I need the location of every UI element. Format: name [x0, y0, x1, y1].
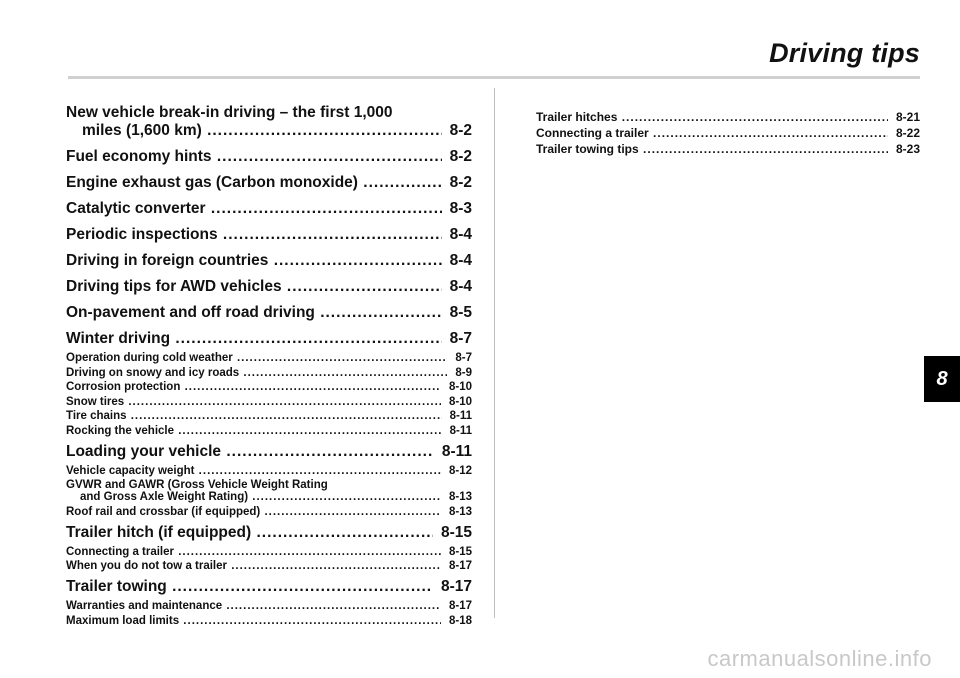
toc-subentry-page: 8-10 [448, 381, 472, 393]
toc-entry-page: 8-2 [449, 174, 472, 191]
toc-subentry-page: 8-9 [455, 366, 472, 379]
toc-entry[interactable] [66, 278, 472, 296]
toc-entry-label: Fuel economy hints ..... [66, 148, 442, 166]
toc-entry[interactable] [66, 200, 472, 218]
watermark: carmanualsonline.info [707, 646, 932, 671]
toc-subentry-label: Vehicle capacity weight ..... [66, 465, 441, 477]
toc-entry-label: Trailer towing ..... [66, 578, 433, 596]
toc-subentry[interactable] [66, 506, 472, 518]
toc-entry-page: 8-4 [449, 226, 472, 243]
toc-subentry-label: When you do not tow a trailer ..... [66, 560, 441, 572]
toc-subentry-label: Roof rail and crossbar (if equipped) ..... [66, 506, 441, 518]
toc-subentry-label: Warranties and maintenance ..... [66, 600, 441, 612]
chapter-number: 8 [936, 367, 948, 390]
toc-subentry[interactable] [66, 465, 472, 477]
toc-subentry-label: Rocking the vehicle ..... [66, 425, 442, 437]
toc-subentry-page: 8-13 [448, 491, 472, 503]
toc-entry-page: 8-17 [440, 578, 472, 595]
toc-subentry[interactable] [66, 381, 472, 393]
toc-entry-label: Winter driving ..... [66, 330, 442, 348]
toc-entry[interactable] [66, 578, 472, 596]
toc-subentry[interactable] [66, 410, 472, 422]
toc-subentry-label: Connecting a trailer ..... [536, 126, 888, 140]
toc-entry-label: Trailer hitch (if equipped) ..... [66, 524, 433, 542]
toc-entry-page: 8-2 [449, 148, 472, 165]
toc-subentry-page: 8-11 [449, 410, 472, 422]
toc-subentry[interactable] [66, 560, 472, 572]
toc-subentry-label: Snow tires ..... [66, 396, 441, 408]
toc-entry-label: Periodic inspections ..... [66, 226, 442, 244]
toc-entry-label: New vehicle break-in driving – the first 1,000 [66, 104, 393, 121]
chapter-tab [924, 356, 960, 402]
toc-left-column [66, 104, 472, 629]
toc-subentry-page: 8-15 [448, 545, 472, 558]
toc-entry-label: Driving in foreign countries ..... [66, 252, 442, 270]
toc-entry-page: 8-4 [449, 252, 472, 269]
toc-entry-label: Driving tips for AWD vehicles ..... [66, 278, 442, 296]
toc-entry-page: 8-7 [449, 330, 472, 347]
toc-subentry-label: Tire chains ..... [66, 410, 442, 422]
toc-entry[interactable] [66, 226, 472, 244]
toc-subentry-label: Operation during cold weather ..... [66, 352, 447, 364]
toc-subentry[interactable] [66, 352, 472, 364]
toc-subentry-label: Maximum load limits ..... [66, 615, 441, 627]
toc-subentry-label: Corrosion protection ..... [66, 381, 441, 393]
toc-subentry[interactable] [66, 396, 472, 408]
toc-subentry[interactable] [66, 479, 472, 503]
toc-entry[interactable] [66, 252, 472, 270]
toc-entry-page: 8-11 [441, 442, 472, 460]
toc-entry[interactable] [66, 104, 472, 140]
toc-entry-label: Engine exhaust gas (Carbon monoxide) ..... [66, 174, 442, 192]
toc-subentry-label: Connecting a trailer ..... [66, 546, 441, 558]
toc-entry[interactable] [66, 304, 472, 322]
toc-subentry[interactable] [536, 110, 920, 124]
toc-subentry-label: Trailer hitches ..... [536, 110, 888, 124]
toc-entry[interactable] [66, 174, 472, 192]
toc-entry-page: 8-15 [440, 523, 472, 541]
toc-entry-page: 8-4 [449, 278, 472, 295]
toc-subentry[interactable] [66, 367, 472, 379]
toc-subentry-label: Driving on snowy and icy roads ..... [66, 367, 447, 379]
toc-subentry[interactable] [66, 600, 472, 612]
toc-subentry-page: 8-22 [895, 126, 920, 140]
toc-entry[interactable] [66, 148, 472, 166]
toc-subentry-page: 8-13 [448, 505, 472, 518]
toc-entry[interactable] [66, 443, 472, 461]
toc-subentry-page: 8-23 [895, 142, 920, 156]
toc-subentry-page: 8-12 [448, 464, 472, 477]
toc-subentry-label: GVWR and GAWR (Gross Vehicle Weight Rating [66, 479, 328, 491]
toc-entry[interactable] [66, 330, 472, 348]
toc-subentry[interactable] [66, 546, 472, 558]
toc-entry-label: On-pavement and off road driving ..... [66, 304, 442, 322]
toc-entry-page: 8-5 [449, 304, 472, 321]
toc-entry-label: Loading your vehicle ..... [66, 443, 434, 461]
toc-subentry[interactable] [536, 126, 920, 140]
toc-entry-label: Catalytic converter ..... [66, 200, 442, 218]
toc-subentry-page: 8-18 [448, 614, 472, 627]
toc-subentry-label: Trailer towing tips ..... [536, 142, 888, 156]
page-title: Driving tips [769, 38, 920, 68]
toc-right-column [536, 110, 920, 158]
toc-subentry[interactable] [66, 615, 472, 627]
toc-subentry-page: 8-10 [448, 395, 472, 408]
toc-entry[interactable] [66, 524, 472, 542]
column-divider [494, 88, 495, 618]
toc-subentry-page: 8-11 [449, 424, 472, 437]
header-rule [68, 76, 920, 79]
toc-subentry-page: 8-17 [448, 560, 472, 572]
toc-entry-label: miles (1,600 km) ..... [82, 122, 442, 140]
toc-subentry-page: 8-17 [448, 600, 472, 612]
toc-entry-page: 8-3 [449, 200, 472, 217]
toc-subentry[interactable] [536, 142, 920, 156]
toc-subentry-page: 8-7 [455, 352, 472, 364]
toc-subentry-label: and Gross Axle Weight Rating) ..... [80, 491, 441, 503]
toc-subentry-page: 8-21 [895, 110, 920, 124]
toc-entry-page: 8-2 [449, 122, 472, 139]
toc-subentry[interactable] [66, 425, 472, 437]
